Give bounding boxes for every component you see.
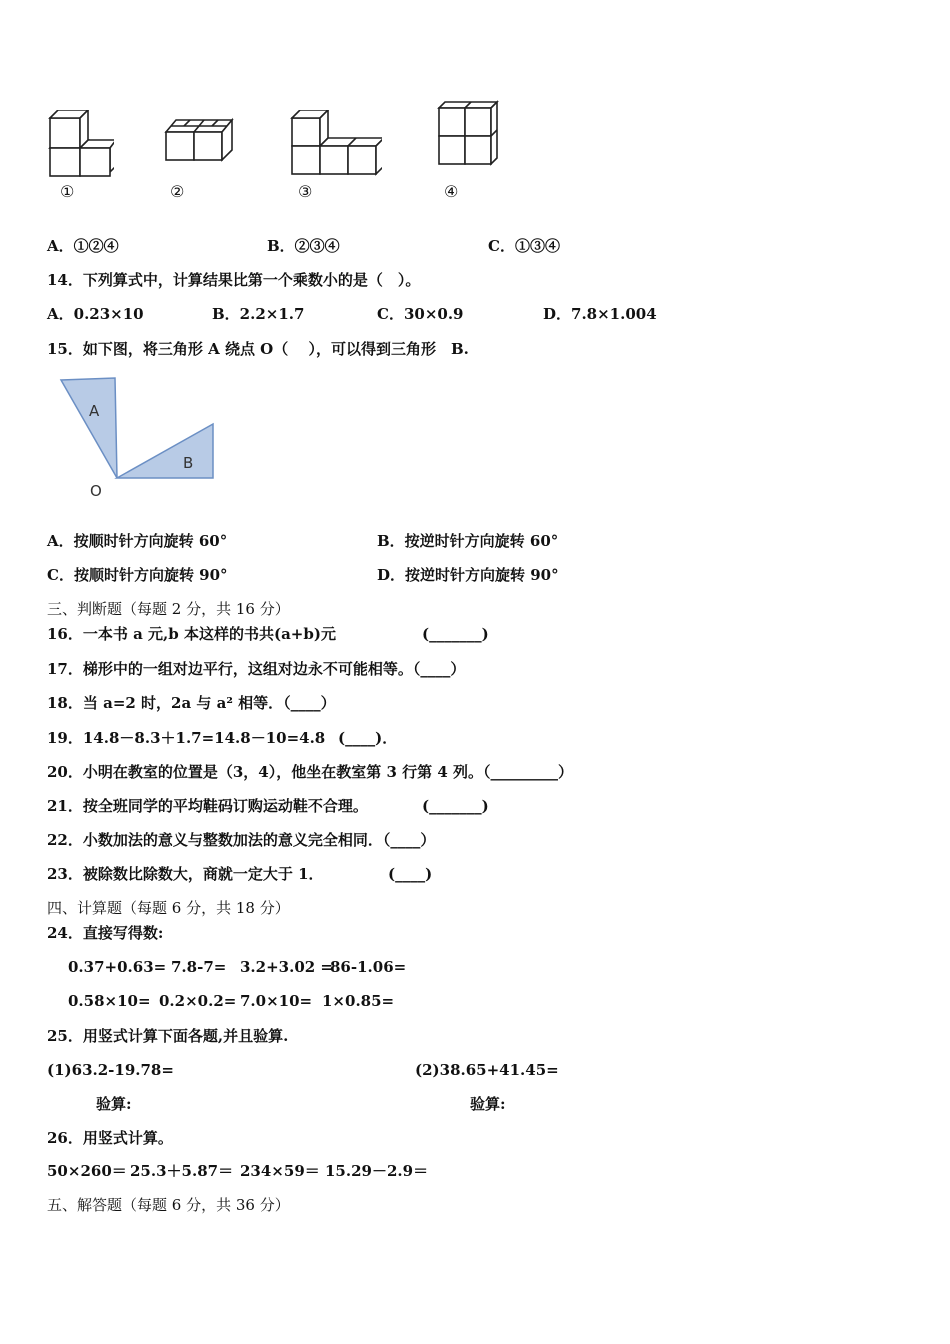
q14-option-c[interactable]: C．30×0.9 (377, 305, 464, 323)
q14-question: 14．下列算式中，计算结果比第一个乘数小的是（ ）。 (47, 271, 421, 289)
triangle-a-label: A (89, 402, 100, 420)
q26-question: 26．用竖式计算。 (47, 1129, 173, 1147)
q24-question: 24．直接写得数: (47, 924, 164, 942)
q26-item: 234×59＝ (240, 1162, 320, 1180)
q17-text: 17．梯形中的一组对边平行，这组对边永不可能相等。（____） (47, 660, 466, 678)
figure-label-1: ① (60, 182, 75, 201)
q20-text: 20．小明在教室的位置是（3，4），他坐在教室第 3 行第 4 列。（_________） (47, 763, 574, 781)
rotation-figure (55, 372, 225, 502)
section-4-title: 四、计算题（每题 6 分，共 18 分） (47, 899, 290, 917)
q14-option-a[interactable]: A．0.23×10 (47, 305, 144, 323)
q21-text: 21．按全班同学的平均鞋码订购运动鞋不合理。 (47, 797, 368, 815)
q23-text: 23．被除数比除数大，商就一定大于 1． (47, 865, 324, 883)
q16-blank[interactable]: (_______) (422, 625, 489, 643)
figure-label-4: ④ (444, 182, 459, 201)
q23-blank[interactable]: (____) (388, 865, 433, 883)
q15-option-d[interactable]: D．按逆时针方向旋转 90° (377, 566, 559, 584)
q26-item: 15.29－2.9＝ (325, 1162, 429, 1180)
q24-item: 0.58×10= (68, 992, 151, 1010)
q25-part-2: (2)38.65+41.45= (415, 1061, 559, 1079)
q25-question: 25．用竖式计算下面各题,并且验算. (47, 1027, 289, 1045)
figure-label-3: ③ (298, 182, 313, 201)
q15-option-a[interactable]: A．按顺时针方向旋转 60° (47, 532, 228, 550)
q18-text: 18．当 a=2 时，2a 与 a² 相等．（____） (47, 694, 336, 712)
q25-part-1: (1)63.2-19.78= (47, 1061, 174, 1079)
triangle-b-label: B (183, 454, 194, 472)
q22-text: 22．小数加法的意义与整数加法的意义完全相同．（____） (47, 831, 436, 849)
q24-item: 7.8-7= (171, 958, 227, 976)
q19-blank[interactable]: (____)． (338, 729, 398, 747)
cube-figure-4 (435, 100, 501, 166)
q26-item: 25.3＋5.87＝ (130, 1162, 234, 1180)
cube-figure-2 (162, 114, 236, 166)
q21-blank[interactable]: (_______) (422, 797, 489, 815)
q25-check-2: 验算: (470, 1095, 506, 1113)
q24-item: 3.2+3.02 = (240, 958, 333, 976)
point-o-label: O (90, 482, 102, 500)
q15-option-c[interactable]: C．按顺时针方向旋转 90° (47, 566, 228, 584)
q13-option-c[interactable]: C．①③④ (488, 237, 560, 255)
q24-item: 1×0.85= (322, 992, 395, 1010)
triangle-a (61, 378, 117, 478)
q13-option-a[interactable]: A．①②④ (47, 237, 119, 255)
section-3-title: 三、判断题（每题 2 分，共 16 分） (47, 600, 290, 618)
q14-option-d[interactable]: D．7.8×1.004 (543, 305, 657, 323)
q16-text: 16．一本书 a 元,b 本这样的书共(a+b)元 (47, 625, 336, 643)
section-5-title: 五、解答题（每题 6 分，共 36 分） (47, 1196, 290, 1214)
q15-option-b[interactable]: B．按逆时针方向旋转 60° (377, 532, 559, 550)
q15-question: 15．如下图，将三角形 A 绕点 O（ ），可以得到三角形 B. (47, 340, 469, 358)
q14-option-b[interactable]: B．2.2×1.7 (212, 305, 305, 323)
q24-item: 0.37+0.63= (68, 958, 167, 976)
q25-check-1: 验算: (96, 1095, 132, 1113)
cube-figure-3 (288, 110, 382, 180)
triangle-b (117, 424, 213, 478)
q19-text: 19．14.8－8.3＋1.7=14.8－10=4.8 (47, 729, 326, 747)
q24-item: 86-1.06= (330, 958, 407, 976)
q24-item: 7.0×10= (240, 992, 313, 1010)
q13-option-b[interactable]: B．②③④ (267, 237, 340, 255)
q24-item: 0.2×0.2= (159, 992, 237, 1010)
q26-item: 50×260＝ (47, 1162, 127, 1180)
figure-label-2: ② (170, 182, 185, 201)
cube-figure-1 (44, 110, 114, 180)
